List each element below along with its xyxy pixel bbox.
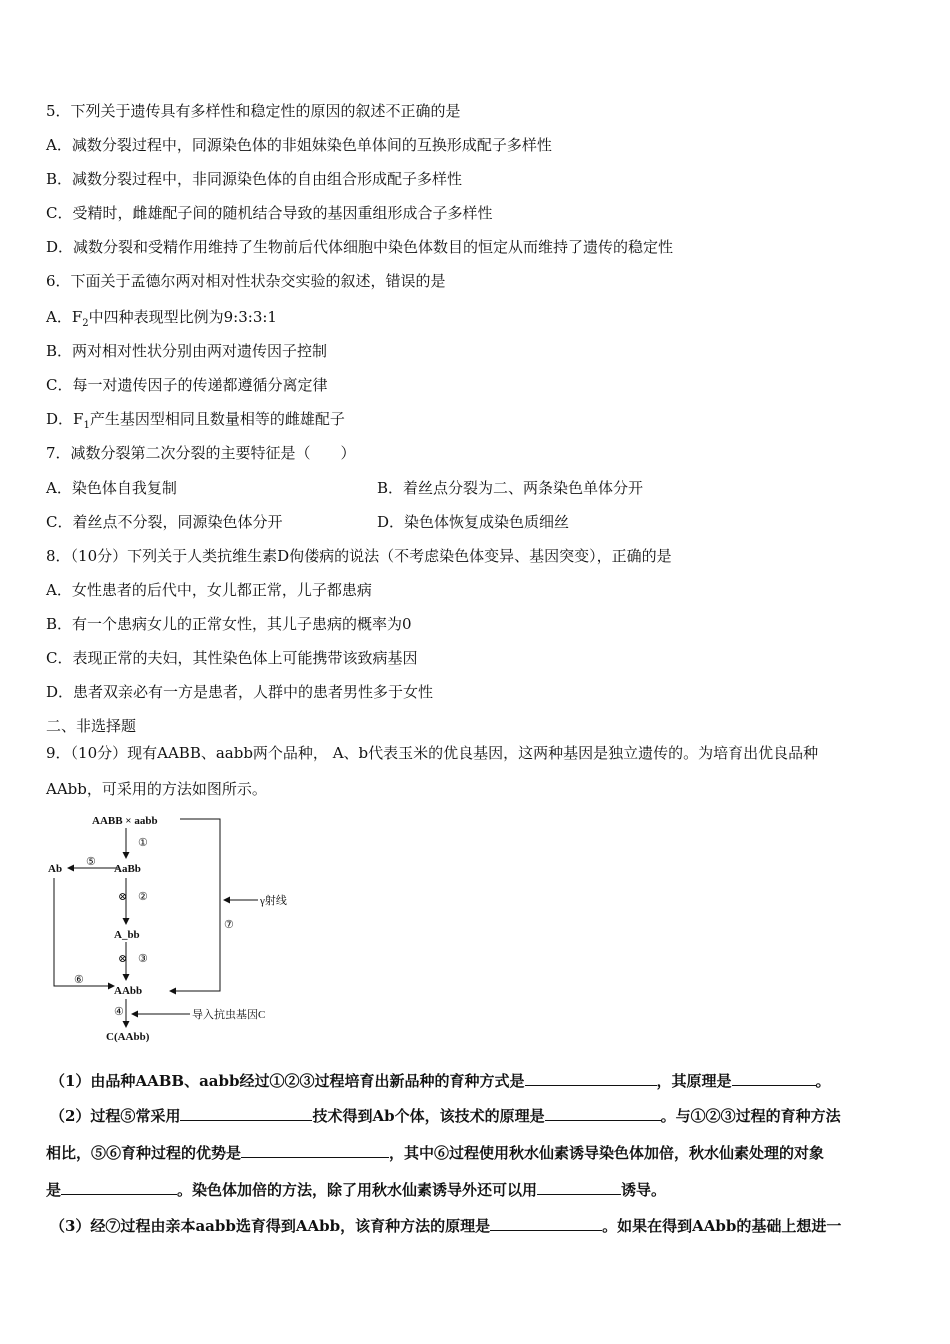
q7-option-c: C．着丝点不分裂，同源染色体分开 — [46, 513, 283, 531]
gamma-label: γ射线 — [260, 895, 287, 907]
insert-gene-label: 导入抗虫基因C — [192, 1009, 266, 1021]
q9-stem-line1: 9．（10分）现有AABB、aabb两个品种， A、b代表玉米的优良基因，这两种基因是独立遗传的。为培育出优良品种 — [46, 744, 819, 762]
q6-option-d: D．$F_1$产生基因型相同且数量相等的雌雄配子 — [46, 410, 345, 431]
cross-label: AABB × aabb — [92, 815, 158, 827]
q5-option-a: A．减数分裂过程中，同源染色体的非姐妹染色单体间的互换形成配子多样性 — [46, 136, 552, 154]
step-4-label: ④ — [114, 1006, 124, 1018]
step-1-label: ① — [138, 837, 148, 849]
answer-blank[interactable] — [180, 1106, 312, 1121]
q8-stem: 8．（10分）下列关于人类抗维生素D佝偻病的说法（不考虑染色体变异、基因突变），正确的是 — [46, 547, 672, 565]
section-heading: 二、非选择题 — [46, 717, 137, 735]
a-bb-label: A_bb — [114, 929, 140, 941]
answer-blank[interactable] — [525, 1071, 657, 1086]
q6-option-a: A．$F_2$中四种表现型比例为9:3:3:1 — [46, 308, 277, 329]
q5-option-c: C．受精时，雌雄配子间的随机结合导致的基因重组形成合子多样性 — [46, 204, 493, 222]
step-3-label: ③ — [138, 953, 148, 965]
q6-option-c: C．每一对遗传因子的传递都遵循分离定律 — [46, 376, 328, 394]
q7-option-b: B．着丝点分裂为二、两条染色单体分开 — [377, 479, 644, 497]
ab-label: Ab — [48, 863, 63, 875]
answer-blank[interactable] — [732, 1071, 816, 1086]
q6-stem: 6．下面关于孟德尔两对相对性状杂交实验的叙述，错误的是 — [46, 272, 446, 290]
breeding-diagram — [44, 808, 304, 1048]
q5-option-d: D．减数分裂和受精作用维持了生物前后代体细胞中染色体数目的恒定从而维持了遗传的稳定性 — [46, 238, 674, 256]
q5-option-b: B．减数分裂过程中，非同源染色体的自由组合形成配子多样性 — [46, 170, 463, 188]
arrow-7-path — [170, 819, 220, 991]
answer-blank[interactable] — [490, 1216, 602, 1231]
f1-label: AaBb — [114, 863, 141, 875]
q8-option-d: D．患者双亲必有一方是患者，人群中的患者男性多于女性 — [46, 683, 434, 701]
answer-blank[interactable] — [537, 1180, 621, 1195]
q9-sub2-line3: 是 。染色体加倍的方法，除了用秋水仙素诱导外还可以用 诱导。 — [46, 1181, 667, 1199]
q5-stem: 5．下列关于遗传具有多样性和稳定性的原因的叙述不正确的是 — [46, 102, 461, 120]
step-5-label: ⑤ — [86, 856, 96, 868]
q9-sub1: （1）由品种AABB、aabb经过①②③过程培育出新品种的育种方式是 ，其原理是 。 — [50, 1072, 831, 1090]
q6-option-b: B．两对相对性状分别由两对遗传因子控制 — [46, 342, 328, 360]
answer-blank[interactable] — [241, 1143, 389, 1158]
q7-option-a: A．染色体自我复制 — [46, 479, 177, 497]
arrow-6 — [54, 878, 114, 986]
q9-sub3: （3）经⑦过程由亲本aabb选育得到AAbb，该育种方法的原理是 。如果在得到AAbb的基础上想进一 — [50, 1217, 842, 1235]
q9-sub2-line1: （2）过程⑤常采用 技术得到Ab个体，该技术的原理是 。与①②③过程的育种方法 — [50, 1107, 841, 1125]
q8-option-a: A．女性患者的后代中，女儿都正常，儿子都患病 — [46, 581, 372, 599]
aabb-target-label: AAbb — [114, 985, 143, 997]
selfing-icon-2: ⊗ — [118, 891, 128, 903]
q7-option-d: D．染色体恢复成染色质细丝 — [377, 513, 570, 531]
step-2-label: ② — [138, 891, 148, 903]
answer-blank[interactable] — [545, 1106, 661, 1121]
q8-option-b: B．有一个患病女儿的正常女性，其儿子患病的概率为0 — [46, 615, 412, 633]
step-6-label: ⑥ — [74, 974, 84, 986]
q9-sub2-line2: 相比，⑤⑥育种过程的优势是 ，其中⑥过程使用秋水仙素诱导染色体加倍，秋水仙素处理的对象 — [46, 1144, 825, 1162]
answer-blank[interactable] — [61, 1180, 177, 1195]
q8-option-c: C．表现正常的夫妇，其性染色体上可能携带该致病基因 — [46, 649, 418, 667]
selfing-icon-3: ⊗ — [118, 953, 128, 965]
step-7-label: ⑦ — [224, 919, 234, 931]
c-aabb-label: C(AAbb) — [106, 1031, 150, 1043]
q9-stem-line2: AAbb，可采用的方法如图所示。 — [46, 780, 267, 798]
q7-stem: 7．减数分裂第二次分裂的主要特征是（ ） — [46, 444, 356, 462]
